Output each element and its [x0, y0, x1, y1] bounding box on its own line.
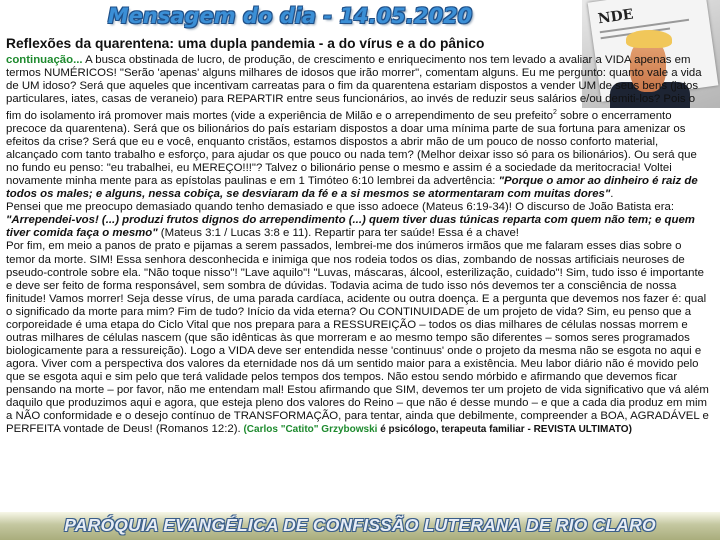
bible-quote-timothy: "Porque o amor ao dinheiro é raiz de todos os males; e alguns, nessa cobiça, se desviaram da fé e a si mesmos se atormentaram com muitas dores" [6, 175, 698, 201]
continuation-label: continuação... [6, 54, 83, 66]
footer-banner [0, 512, 720, 540]
paragraph-1-end: . [610, 188, 614, 201]
article-subtitle: Reflexões da quarentena: uma dupla pandemia - a do vírus e a do pânico [6, 36, 485, 51]
article-body [6, 54, 712, 436]
author-name: (Carlos "Catito" Grzybowski [243, 424, 378, 436]
photo-figure-hair [626, 30, 672, 48]
page-title: Mensagem do dia - 14.05.2020 [107, 4, 473, 28]
paragraph-1 [6, 54, 712, 201]
bible-quote-john: "Arrependei-vos! (...) produzi frutos dignos do arrependimento (...) quem tiver duas túnicas reparta com quem não tem; e quem tiver comida faça o mesmo" [6, 214, 695, 240]
author-credit: é psicólogo, terapeuta familiar - REVISTA ULTIMATO) [377, 424, 632, 436]
newspaper-label: NDE [596, 6, 635, 28]
paragraph-1-text-a: A busca obstinada de lucro, de produção, de crescimento e enriquecimento nos tem levado a avaliar a VIDA apenas em termos NUMÉRICOS! "Serão 'apenas' alguns milhares de idosos que irão morrer", comentam alguns. Eu me pergunto: quanto vale a vida de UM idoso? Será que aqueles que incentivam carreatas para o fim da quarentena estariam dispostos a vender UM de seus bens (jatos particulares, iates, casas de veraneio) para REPARTIR entre seus funcionários, ao invés de reduzir seus salários e/ou demiti-los? Pois o fim do isolamento irá promover mais mortes (vide a experiência de Milão e o arrependimento de seu prefeito [6, 54, 702, 122]
footnote-marker: 2 [553, 109, 557, 117]
paragraph-2 [6, 201, 712, 240]
paragraph-1-text-b: sobre o encerramento precoce da quarentena). Será que os bilionários do país estariam dispostos a doar uma mínima parte de sua fortuna para amenizar os efeitos da crise? Será que eu e você, enquanto cristãos, estamos dispostos a abrir mão de um pouco de nosso conforto material, alcançado com tanto trabalho e esforço, para ajudar os que pouco ou nada tem? (Melhor deixar isso só para os bilionários). Ou será que no fundo eu penso: "eu trabalhei, eu MEREÇO!!!"? Talvez o bilionário pense o mesmo e assim é a sociedade da meritocracia! Voltei novamente minha mente para as epístolas paulinas e em 1 Timóteo 6:10 lembrei da advertência: [6, 109, 697, 188]
paragraph-2-text-a: Pensei que me preocupo demasiado quando tenho demasiado e que isso adoece (Mateus 6:19-34)! O discurso de João Batista era: [6, 201, 675, 214]
footer-parish-name: PARÓQUIA EVANGÉLICA DE CONFISSÃO LUTERANA DE RIO CLARO [64, 515, 656, 535]
paragraph-3 [6, 240, 712, 436]
paragraph-2-text-b: (Mateus 3:1 / Lucas 3:8 e 11). Repartir para ter saúde! Essa é a chave! [157, 227, 519, 240]
paragraph-3-text: Por fim, em meio a panos de prato e pijamas a serem passados, lembrei-me dos inúmeros irmãos que me falaram esses dias sobre o temor da morte. SIM! Essa senhora desconhecida e inimiga que nos rodeia todos os dias, zombando de nossas artificiais neuroses de pseudo-controle sobre ela. "Não toque nisso"! "Lave aquilo"! "Luvas, máscaras, álcool, esterilização, cuidado"! Sim, tudo isso é importante e deve ser feito de forma responsável, sem sombra de dúvidas. Todavia acima de tudo isso nós devemos ter a consciência de nossa finitude! Vamos morrer! Seja desse vírus, de uma parada cardíaca, acidente ou outra doença. E a pergunta que devemos nos fazer é: qual o significado da morte para mim? Fim de tudo? Início da vida eterna? Ou CONTINUIDADE de um projeto de vida? Sim, eu penso que a corporeidade é uma etapa do Ciclo Vital que nos prepara para a RESSUREIÇÃO – todos os dias milhares de células nossas morrem e outras milhares de células nascem (que são idênticas às que morreram e ao mesmo tempo são diferentes – somos seres programados biologicamente para a ressureição). Logo a VIDA deve ser entendida nesse 'continuus' onde o projeto da mesma não se esgota no aqui e agora. Viver com a perspectiva dos valores da eternidade nos dá um sentido maior para a existência. Meu labor diário não é movido pelo que se esgota aqui e sim pelo que terá validade pelos tempos dos tempos. Não estou sendo mórbido e afirmando que devemos ficar pensando na morte – por favor, não me entendam mal! Estou afirmando que SIM, devemos ter um projeto de vida significativo que vá além daquilo que produzimos aqui e agora, que esteja pleno dos valores do Reino – que não é desse mundo – e que a cada dia produz em mim a NÃO conformidade e o desejo contínuo de TRANSFORMAÇÃO, para tentar, ainda que debilmente, compreender a BOA, AGRADÁVEL e PERFEITA vontade de Deus! (Romanos 12:2). [6, 240, 709, 436]
